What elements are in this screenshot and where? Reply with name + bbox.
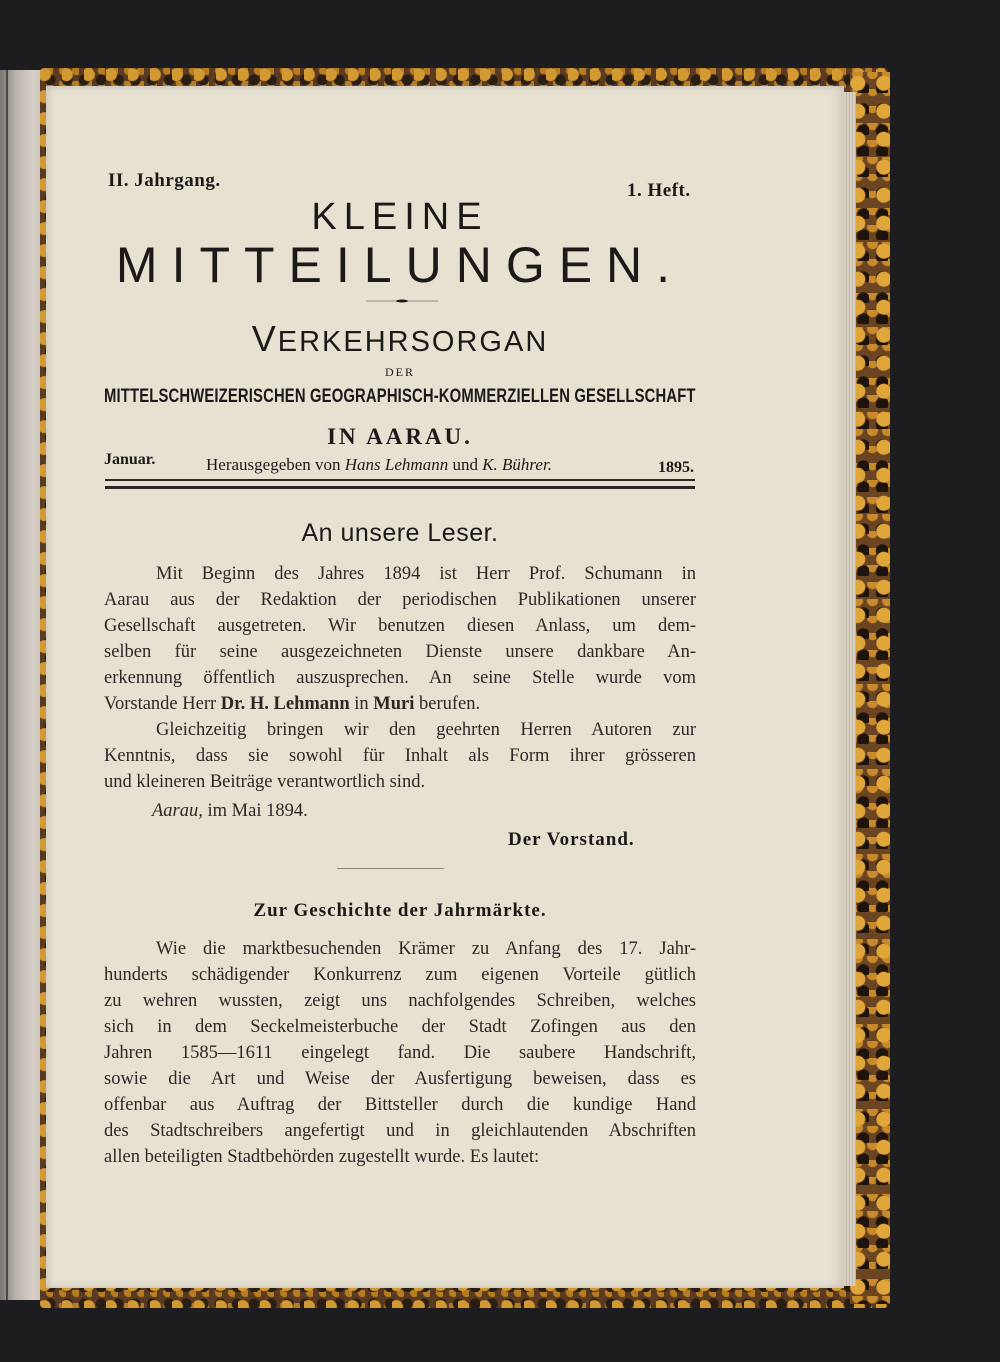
notice-line: Kenntnis, dass sie sowohl für Inhalt als Form ihrer grösseren	[104, 746, 696, 766]
article-line: Wie die marktbesuchenden Krämer zu Anfang des 17. Jahr-	[156, 939, 696, 959]
article-line: Jahren 1585—1611 eingelegt fand. Die saubere Handschrift,	[104, 1043, 696, 1063]
notice-line: Gleichzeitig bringen wir den geehrten Herren Autoren zur	[156, 720, 696, 740]
new-editor-place: Muri	[373, 694, 415, 714]
issue-year: 1895.	[658, 459, 694, 476]
issue-label: 1. Heft.	[627, 180, 691, 201]
notice-line: Mit Beginn des Jahres 1894 ist Herr Prof. Schumann in	[156, 564, 696, 584]
subtitle-verkehrsorgan	[0, 318, 800, 360]
article-line: allen beteiligten Stadtbehörden zugestellt wurde. Es lautet:	[104, 1147, 540, 1167]
editors-prefix: Herausgegeben von	[206, 455, 341, 474]
notice-text: Vorstande Herr	[104, 694, 221, 714]
masthead-rule-thin	[105, 479, 695, 481]
title-line-1: KLEINE	[311, 196, 489, 238]
section-separator	[337, 868, 444, 869]
editor-1: Hans Lehmann	[344, 455, 449, 474]
title-line-2: MITTEILUNGEN.	[115, 237, 685, 293]
article-paragraph	[104, 936, 696, 1170]
dateline-date: im Mai 1894.	[202, 801, 308, 821]
notice-signature: Der Vorstand.	[508, 829, 635, 850]
notice-text: berufen.	[414, 694, 481, 714]
article-line: hunderts schädigender Konkurrenz zum eigenen Vorteile gütlich	[104, 965, 696, 985]
notice-dateline	[152, 801, 308, 822]
issue-month: Januar.	[104, 451, 156, 468]
society-name: MITTELSCHWEIZERISCHEN GEOGRAPHISCH-KOMMERZIELLEN GESELLSCHAFT	[104, 386, 696, 407]
notice-line: erkennung öffentlich auszusprechen. An seine Stelle wurde vom	[104, 668, 696, 688]
article-heading: Zur Geschichte der Jahrmärkte.	[253, 900, 547, 921]
notice-line: Gesellschaft ausgetreten. Wir benutzen diesen Anlass, um dem-	[104, 616, 696, 636]
article-line: sowie die Art und Weise der Ausfertigung beweisen, dass es	[104, 1069, 696, 1089]
notice-text: in	[349, 694, 374, 714]
subtitle-rest: ERKEHRSORGAN	[277, 326, 549, 358]
editors-und: und	[452, 455, 478, 474]
article-line: offenbar aus Auftrag der Bittsteller durch die kundige Hand	[104, 1095, 696, 1115]
notice-heading: An unsere Leser.	[301, 519, 499, 547]
notice-line-last	[104, 691, 696, 717]
marbled-cover-edge	[850, 72, 890, 1304]
title-ornament-rule	[348, 299, 456, 303]
new-editor-name: Dr. H. Lehmann	[220, 694, 350, 714]
journal-page	[46, 86, 844, 1288]
editors-line	[206, 455, 552, 475]
article-line: zu wehren wussten, zeigt uns nachfolgendes Schreiben, welches	[104, 991, 696, 1011]
subtitle-der: DER	[385, 365, 415, 379]
dateline-place: Aarau,	[152, 801, 203, 821]
article-line: sich in dem Seckelmeisterbuche der Stadt Zofingen aus den	[104, 1017, 696, 1037]
volume-label: II. Jahrgang.	[108, 170, 221, 191]
notice-paragraph-1	[104, 561, 696, 795]
masthead-rule-thick	[105, 486, 695, 489]
notice-line: selben für seine ausgezeichneten Dienste unsere dankbare An-	[104, 642, 696, 662]
notice-line: und kleineren Beiträge verantwortlich sind.	[104, 772, 426, 792]
editor-2: K. Bührer.	[482, 455, 552, 474]
society-place: IN AARAU.	[327, 424, 473, 449]
subtitle-initial: V	[251, 318, 278, 359]
notice-line: Aarau aus der Redaktion der periodischen Publikationen unserer	[104, 590, 696, 610]
article-line: des Stadtschreibers angefertigt und in gleichlautenden Abschriften	[104, 1121, 696, 1141]
